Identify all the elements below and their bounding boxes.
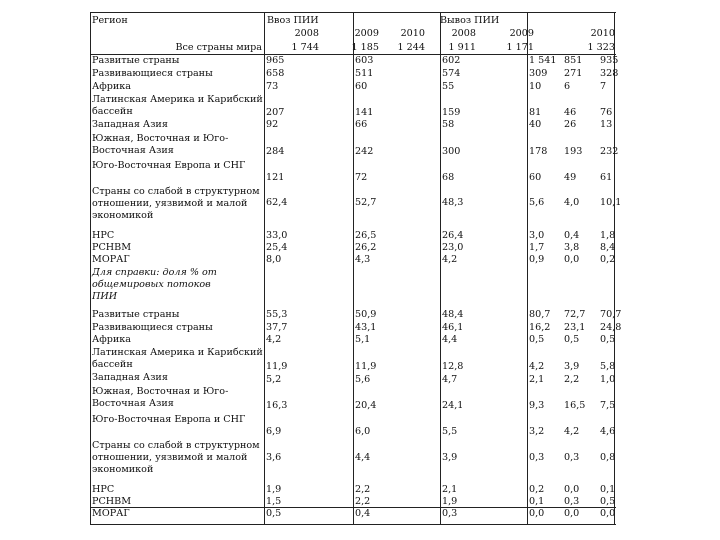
row-label: Западная Азия xyxy=(92,372,168,383)
row-label: Южная, Восточная и Юго- xyxy=(92,133,229,144)
cell-value: 4,2 xyxy=(442,254,458,265)
cell-value: 0,1 xyxy=(600,484,616,495)
cell-value: 10,1 xyxy=(600,197,622,208)
world-value: 1 744 xyxy=(291,42,319,53)
cell-value: 8,0 xyxy=(266,254,282,265)
cell-value: 48,4 xyxy=(442,309,464,320)
cell-value: 76 xyxy=(600,107,613,118)
cell-value: 4,4 xyxy=(355,452,371,463)
cell-value: 80,7 xyxy=(529,309,551,320)
world-label: Все страны мира xyxy=(175,42,262,53)
cell-value: 0,3 xyxy=(564,452,580,463)
cell-value: 5,6 xyxy=(529,197,545,208)
cell-value: 60 xyxy=(355,81,368,92)
fdi-table xyxy=(90,12,622,524)
row-label: Африка xyxy=(92,81,132,92)
cell-value: 1,7 xyxy=(529,242,545,253)
row-label: Развивающиеся страны xyxy=(92,68,213,79)
cell-value: 1,5 xyxy=(266,496,282,507)
table-v-border xyxy=(353,12,354,524)
cell-value: 5,8 xyxy=(600,361,616,372)
row-label: экономикой xyxy=(92,210,154,221)
cell-value: 62,4 xyxy=(266,197,288,208)
cell-value: 3,9 xyxy=(442,452,458,463)
table-h-border xyxy=(90,524,616,525)
cell-value: 2,2 xyxy=(564,374,580,385)
table-v-border xyxy=(527,12,528,524)
cell-value: 0,8 xyxy=(600,452,616,463)
cell-value: 141 xyxy=(355,107,374,118)
cell-value: 73 xyxy=(266,81,279,92)
row-label: НРС xyxy=(92,484,115,495)
table-v-border xyxy=(264,12,265,524)
row-label: Юго-Восточная Европа и СНГ xyxy=(92,160,246,171)
cell-value: 4,4 xyxy=(442,334,458,345)
cell-value: 25,4 xyxy=(266,242,288,253)
cell-value: 4,0 xyxy=(564,197,580,208)
cell-value: 284 xyxy=(266,146,285,157)
cell-value: 16,3 xyxy=(266,400,288,411)
cell-value: 26,2 xyxy=(355,242,377,253)
cell-value: 55,3 xyxy=(266,309,288,320)
cell-value: 4,2 xyxy=(564,426,580,437)
cell-value: 50,9 xyxy=(355,309,377,320)
cell-value: 0,3 xyxy=(442,508,458,519)
row-label: бассейн xyxy=(92,106,133,117)
cell-value: 11,9 xyxy=(266,361,288,372)
cell-value: 574 xyxy=(442,68,461,79)
cell-value: 3,9 xyxy=(564,361,580,372)
cell-value: 4,3 xyxy=(355,254,371,265)
cell-value: 0,0 xyxy=(564,254,580,265)
row-label: Юго-Восточная Европа и СНГ xyxy=(92,414,246,425)
row-label: Западная Азия xyxy=(92,119,168,130)
cell-value: 0,0 xyxy=(564,508,580,519)
cell-value: 4,6 xyxy=(600,426,616,437)
cell-value: 0,2 xyxy=(529,484,545,495)
cell-value: 300 xyxy=(442,146,461,157)
cell-value: 232 xyxy=(600,146,619,157)
cell-value: 11,9 xyxy=(355,361,377,372)
cell-value: 46 xyxy=(564,107,577,118)
cell-value: 271 xyxy=(564,68,583,79)
cell-value: 37,7 xyxy=(266,322,288,333)
cell-value: 0,5 xyxy=(600,334,616,345)
cell-value: 24,8 xyxy=(600,322,622,333)
cell-value: 43,1 xyxy=(355,322,377,333)
cell-value: 40 xyxy=(529,119,542,130)
cell-value: 4,2 xyxy=(266,334,282,345)
cell-value: 851 xyxy=(564,55,583,66)
year-header: 2010 xyxy=(400,28,425,39)
cell-value: 0,4 xyxy=(355,508,371,519)
row-label: Развитые страны xyxy=(92,309,180,320)
row-label: отношении, уязвимой и малой xyxy=(92,198,248,209)
cell-value: 49 xyxy=(564,172,577,183)
row-label: Восточная Азия xyxy=(92,145,174,156)
cell-value: 0,5 xyxy=(600,496,616,507)
cell-value: 20,4 xyxy=(355,400,377,411)
table-v-border xyxy=(440,12,441,524)
inflow-header: Ввоз ПИИ xyxy=(267,15,319,26)
cell-value: 658 xyxy=(266,68,285,79)
cell-value: 8,4 xyxy=(600,242,616,253)
cell-value: 1,8 xyxy=(600,230,616,241)
cell-value: 92 xyxy=(266,119,279,130)
cell-value: 2,2 xyxy=(355,484,371,495)
world-value: 1 171 xyxy=(506,42,534,53)
cell-value: 511 xyxy=(355,68,374,79)
cell-value: 5,6 xyxy=(355,374,371,385)
row-label: РСНВМ xyxy=(92,496,132,507)
cell-value: 13 xyxy=(600,119,613,130)
cell-value: 26 xyxy=(564,119,577,130)
cell-value: 0,9 xyxy=(529,254,545,265)
table-v-border xyxy=(614,12,615,524)
world-value: 1 185 xyxy=(351,42,379,53)
cell-value: 965 xyxy=(266,55,285,66)
year-header: 2008 xyxy=(451,28,476,39)
cell-value: 55 xyxy=(442,81,455,92)
cell-value: 68 xyxy=(442,172,455,183)
world-value: 1 323 xyxy=(587,42,615,53)
reference-note: общемировых потоков xyxy=(92,279,211,290)
cell-value: 12,8 xyxy=(442,361,464,372)
year-header: 2010 xyxy=(590,28,615,39)
row-label: экономикой xyxy=(92,464,154,475)
cell-value: 58 xyxy=(442,119,455,130)
cell-value: 0,1 xyxy=(529,496,545,507)
cell-value: 2,2 xyxy=(355,496,371,507)
row-label: Латинская Америка и Карибский xyxy=(92,347,263,358)
row-label: МОРАГ xyxy=(92,254,130,265)
cell-value: 48,3 xyxy=(442,197,464,208)
cell-value: 0,3 xyxy=(529,452,545,463)
cell-value: 5,1 xyxy=(355,334,371,345)
world-value: 1 911 xyxy=(448,42,476,53)
cell-value: 0,5 xyxy=(564,334,580,345)
row-label: бассейн xyxy=(92,359,133,370)
cell-value: 10 xyxy=(529,81,542,92)
row-label: Африка xyxy=(92,334,132,345)
cell-value: 61 xyxy=(600,172,613,183)
cell-value: 0,5 xyxy=(266,508,282,519)
cell-value: 935 xyxy=(600,55,619,66)
cell-value: 66 xyxy=(355,119,368,130)
cell-value: 3,6 xyxy=(266,452,282,463)
cell-value: 0,0 xyxy=(600,508,616,519)
reference-note: ПИИ xyxy=(92,291,118,302)
cell-value: 46,1 xyxy=(442,322,464,333)
cell-value: 603 xyxy=(355,55,374,66)
cell-value: 26,5 xyxy=(355,230,377,241)
row-label: Страны со слабой в структурном xyxy=(92,186,260,197)
row-label: НРС xyxy=(92,230,115,241)
cell-value: 0,4 xyxy=(564,230,580,241)
cell-value: 0,2 xyxy=(600,254,616,265)
cell-value: 1,9 xyxy=(442,496,458,507)
cell-value: 70,7 xyxy=(600,309,622,320)
row-label: Страны со слабой в структурном xyxy=(92,440,260,451)
cell-value: 6,9 xyxy=(266,426,282,437)
cell-value: 16,5 xyxy=(564,400,586,411)
row-label: МОРАГ xyxy=(92,508,130,519)
cell-value: 3,8 xyxy=(564,242,580,253)
row-label: Восточная Азия xyxy=(92,398,174,409)
cell-value: 178 xyxy=(529,146,548,157)
row-label: Развивающиеся страны xyxy=(92,322,213,333)
cell-value: 0,3 xyxy=(564,496,580,507)
cell-value: 242 xyxy=(355,146,374,157)
row-label: Развитые страны xyxy=(92,55,180,66)
cell-value: 0,0 xyxy=(529,508,545,519)
cell-value: 72,7 xyxy=(564,309,586,320)
table-v-border xyxy=(90,12,91,524)
cell-value: 2,1 xyxy=(529,374,545,385)
cell-value: 328 xyxy=(600,68,619,79)
cell-value: 72 xyxy=(355,172,368,183)
cell-value: 1,0 xyxy=(600,374,616,385)
cell-value: 24,1 xyxy=(442,400,464,411)
cell-value: 3,2 xyxy=(529,426,545,437)
cell-value: 5,5 xyxy=(442,426,458,437)
cell-value: 52,7 xyxy=(355,197,377,208)
cell-value: 0,0 xyxy=(564,484,580,495)
year-header: 2008 xyxy=(294,28,319,39)
row-label: Южная, Восточная и Юго- xyxy=(92,386,229,397)
cell-value: 7,5 xyxy=(600,400,616,411)
row-label: отношении, уязвимой и малой xyxy=(92,452,248,463)
cell-value: 602 xyxy=(442,55,461,66)
cell-value: 7 xyxy=(600,81,607,92)
cell-value: 33,0 xyxy=(266,230,288,241)
cell-value: 23,1 xyxy=(564,322,586,333)
cell-value: 16,2 xyxy=(529,322,551,333)
reference-note: Для справки: доля % от xyxy=(92,267,217,278)
outflow-header: Вывоз ПИИ xyxy=(440,15,500,26)
cell-value: 1,9 xyxy=(266,484,282,495)
cell-value: 207 xyxy=(266,107,285,118)
cell-value: 0,5 xyxy=(529,334,545,345)
row-label: РСНВМ xyxy=(92,242,132,253)
cell-value: 60 xyxy=(529,172,542,183)
cell-value: 4,7 xyxy=(442,374,458,385)
cell-value: 6,0 xyxy=(355,426,371,437)
cell-value: 193 xyxy=(564,146,583,157)
region-header: Регион xyxy=(92,15,128,26)
cell-value: 309 xyxy=(529,68,548,79)
cell-value: 81 xyxy=(529,107,542,118)
cell-value: 159 xyxy=(442,107,461,118)
row-label: Латинская Америка и Карибский xyxy=(92,94,263,105)
cell-value: 1 541 xyxy=(529,55,557,66)
year-header: 2009 xyxy=(354,28,379,39)
cell-value: 5,2 xyxy=(266,374,282,385)
cell-value: 2,1 xyxy=(442,484,458,495)
year-header: 2009 xyxy=(509,28,534,39)
cell-value: 23,0 xyxy=(442,242,464,253)
cell-value: 4,2 xyxy=(529,361,545,372)
cell-value: 9,3 xyxy=(529,400,545,411)
cell-value: 26,4 xyxy=(442,230,464,241)
cell-value: 121 xyxy=(266,172,285,183)
world-value: 1 244 xyxy=(397,42,425,53)
cell-value: 3,0 xyxy=(529,230,545,241)
cell-value: 6 xyxy=(564,81,571,92)
